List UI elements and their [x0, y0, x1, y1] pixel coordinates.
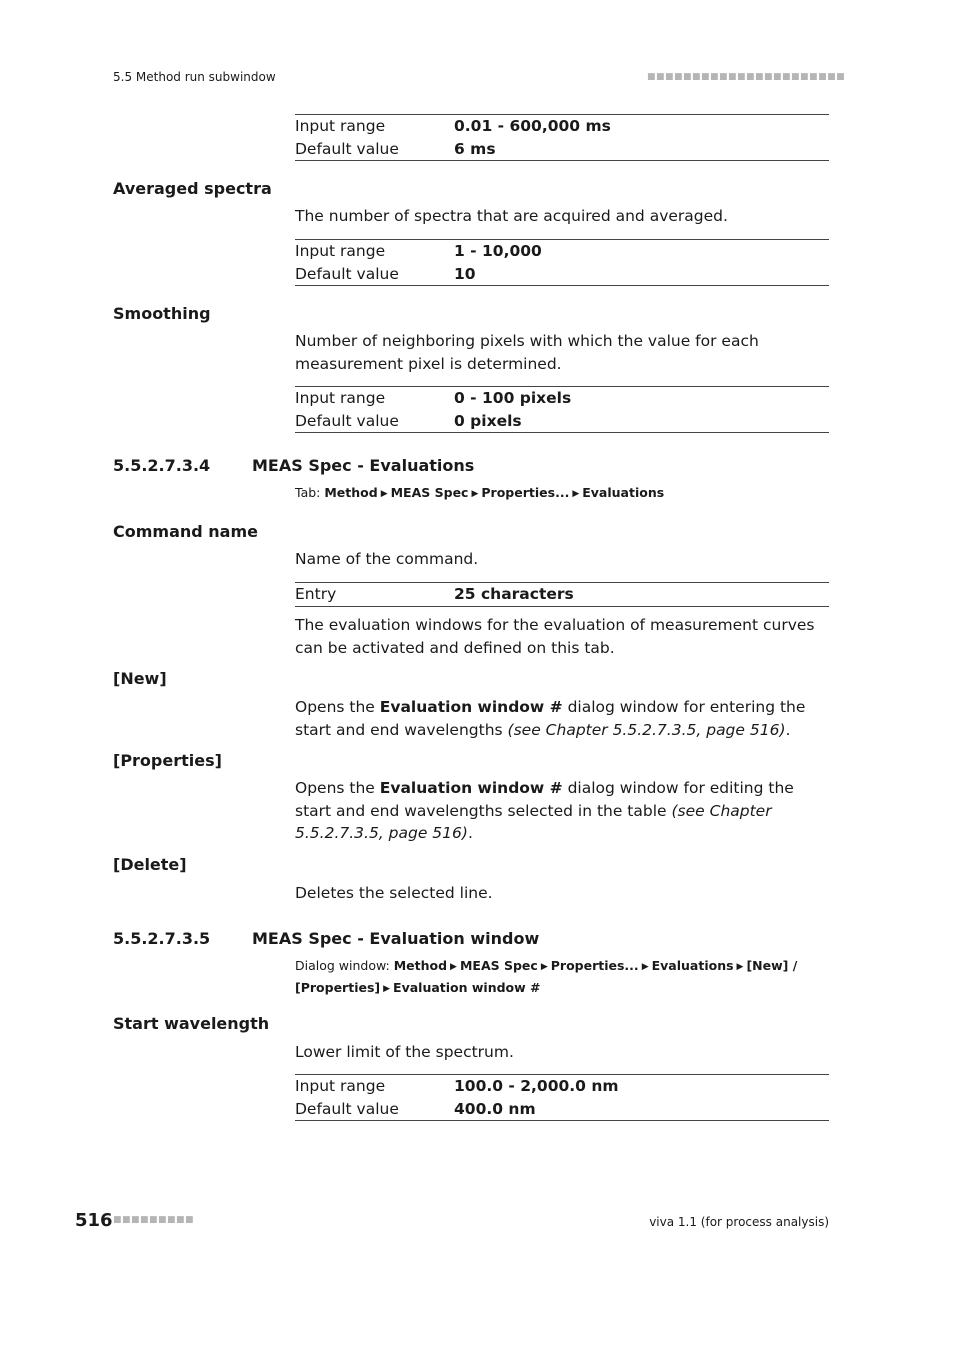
smoothing-description: Number of neighboring pixels with which the value for each measurement pixel is determined.: [295, 332, 759, 373]
crumb-item: Properties...: [481, 485, 570, 500]
table-row: Entry 25 characters: [295, 585, 574, 603]
crumb-item: MEAS Spec: [459, 958, 538, 973]
table-row: Default value 6 ms: [295, 139, 496, 158]
footer-decoration: ■■■■■■■■■: [113, 1215, 195, 1225]
arrow-right-icon: ▶: [540, 962, 548, 972]
section-number: 5.5.2.7.3.5: [113, 929, 211, 948]
table-row: Default value 400.0 nm: [295, 1099, 536, 1118]
exposure-table: [295, 114, 829, 161]
arrow-right-icon: ▶: [450, 962, 457, 972]
crumb-item: Evaluations: [651, 958, 734, 973]
start-wavelength-description: Lower limit of the spectrum.: [295, 1043, 514, 1061]
arrow-right-icon: ▶: [736, 962, 744, 972]
breadcrumb-evaluations: Tab: Method ▶ MEAS Spec ▶ Properties... ▶ Evaluations: [295, 485, 665, 500]
crumb-item: MEAS Spec: [390, 485, 469, 500]
table-row: Default value 0 pixels: [295, 411, 522, 430]
start-wavelength-label: Start wavelength: [113, 1014, 270, 1033]
section-title: MEAS Spec - Evaluations: [252, 456, 475, 475]
arrow-right-icon: ▶: [471, 489, 479, 499]
command-name-description: Name of the command.: [295, 550, 479, 568]
arrow-right-icon: ▶: [572, 489, 580, 499]
table-row: Input range 1 - 10,000: [295, 242, 542, 260]
delete-description: Deletes the selected line.: [295, 884, 493, 902]
new-description: Opens the Evaluation window # dialog window for entering the start and end wavelengths (see Chapter 5.5.2.7.3.5, page 516).: [295, 698, 806, 739]
table-row: Input range 100.0 - 2,000.0 nm: [295, 1077, 619, 1095]
averaged-spectra-description: The number of spectra that are acquired and averaged.: [295, 207, 728, 225]
document-title: viva 1.1 (for process analysis): [649, 1215, 829, 1229]
running-header-section: 5.5 Method run subwindow: [113, 70, 276, 84]
section-title: MEAS Spec - Evaluation window: [252, 929, 540, 948]
section-heading-evaluations: [113, 456, 474, 475]
command-name-table: [295, 582, 829, 607]
crumb-item: Evaluation window #: [393, 980, 541, 995]
header-decoration: ■■■■■■■■■■■■■■■■■■■■■■: [647, 72, 846, 82]
command-name-label: Command name: [113, 522, 258, 541]
arrow-right-icon: ▶: [380, 489, 388, 499]
arrow-right-icon: ▶: [383, 984, 391, 994]
smoothing-table: [295, 386, 829, 433]
properties-description: Opens the Evaluation window # dialog window for editing the start and end wavelengths selected in the table (see Chapter 5.5.2.7.3.5, page 516).: [295, 779, 794, 842]
arrow-right-icon: ▶: [641, 962, 649, 972]
chapter-reference: (see Chapter 5.5.2.7.3.5, page 516): [295, 801, 772, 842]
table-row: Input range 0 - 100 pixels: [295, 389, 572, 407]
crumb-item: Method: [324, 485, 378, 500]
breadcrumb-evaluation-window: Dialog window: Method ▶ MEAS Spec ▶ Properties... ▶ Evaluations ▶ [New] / [Properties] ▶ Evaluation window #: [295, 958, 798, 995]
start-wavelength-table: [295, 1074, 829, 1121]
averaged-spectra-table: [295, 239, 829, 286]
section-heading-evaluation-window: [113, 929, 539, 948]
crumb-item: [New] / [Properties]: [295, 958, 798, 995]
table-row: Default value 10: [295, 264, 476, 283]
section-number: 5.5.2.7.3.4: [113, 456, 211, 475]
page-number: 516: [75, 1210, 113, 1231]
crumb-item: Properties...: [550, 958, 639, 973]
crumb-item: Method: [393, 958, 448, 973]
table-row: Input range 0.01 - 600,000 ms: [295, 117, 611, 135]
chapter-reference: (see Chapter 5.5.2.7.3.5, page 516): [507, 720, 786, 739]
smoothing-label: Smoothing: [113, 304, 211, 323]
averaged-spectra-label: Averaged spectra: [113, 179, 272, 198]
new-button-label: [New]: [113, 669, 167, 688]
evaluations-intro-text: The evaluation windows for the evaluation of measurement curves can be activated and defined on this tab.: [295, 616, 815, 657]
delete-button-label: [Delete]: [113, 855, 187, 874]
crumb-item: Evaluations: [582, 485, 665, 500]
properties-button-label: [Properties]: [113, 751, 222, 770]
